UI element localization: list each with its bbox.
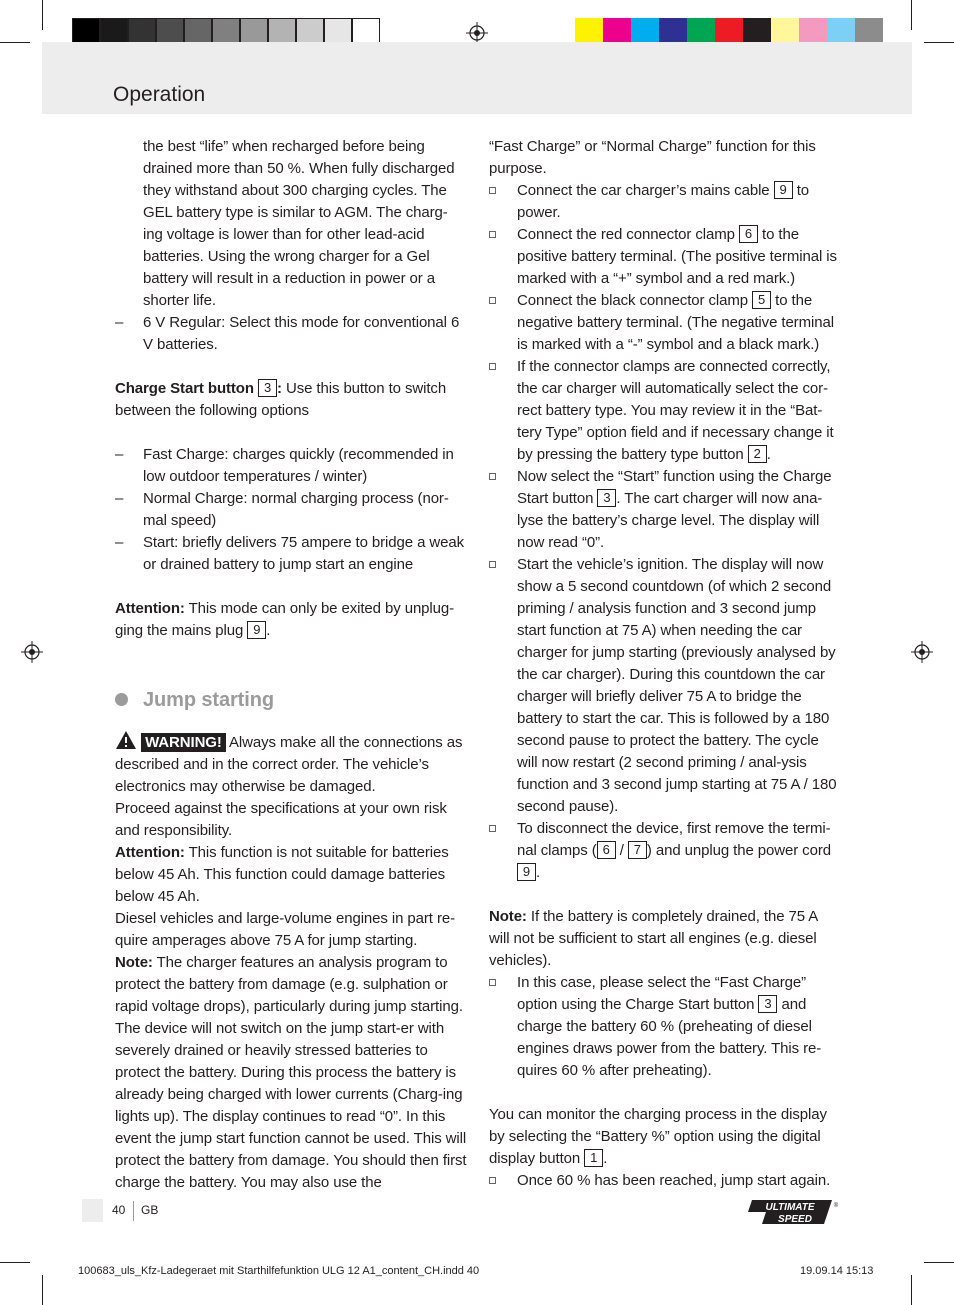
diesel-paragraph: Diesel vehicles and large-volume engines in part re-quire amperages above 75 A for jump starting.: [115, 910, 455, 949]
checkbox-bullet-icon: [489, 297, 496, 304]
footer-page-marker: [82, 1199, 103, 1222]
paragraph-gel-battery: the best “life” when recharged before being drained more than 50 %. When fully discharged they withstand about 300 charging cycles. The GEL battery type is similar to AGM. The charg-ing voltage is lower than for other lead-acid batteries. Using the wrong charger for a Gel battery will result in a reduction in power or a shorter life.: [143, 138, 455, 309]
ref-number-9: 9: [247, 621, 266, 639]
checkbox-bullet-icon: [489, 561, 496, 568]
continuation-paragraph: “Fast Charge” or “Normal Charge” function for this purpose.: [489, 138, 816, 177]
left-column: [115, 136, 467, 1194]
ref-number-6: 6: [739, 225, 758, 243]
registration-mark-icon: [21, 641, 43, 663]
ref-number-5: 5: [752, 291, 771, 309]
step-connect-mains: Connect the car charger’s mains cable 9 to power.: [489, 180, 841, 224]
note-analysis-paragraph: Note: The charger features an analysis program to protect the battery from damage (e.g. sulphation or rapid voltage drops), particularly during jump starting. The device will not switch on the jump start-er with severely drained or heavily stressed batteries to protect the battery. During this process the battery is already being charged with lower currents (Charg-ing lights up). The display continues to read “0”. In this event the jump start function cannot be used. This will protect the battery from damage. You should then first charge the battery. You may also use the: [115, 954, 467, 1191]
crop-mark: [911, 0, 912, 30]
right-column: [489, 136, 841, 1192]
ref-number-3: 3: [597, 489, 616, 507]
step-fast-charge-60: In this case, please select the “Fast Charge” option using the Charge Start button 3 and charge the battery 60 % (preheating of diesel engines draws power from the battery. This re-quires 60 % after preheating).: [489, 972, 841, 1082]
ref-number-3: 3: [758, 995, 777, 1013]
step-connect-black-clamp: Connect the black connector clamp 5 to the negative battery terminal. (The negative terminal is marked with a “-” symbol and a black mark.): [489, 290, 841, 356]
checkbox-bullet-icon: [489, 187, 496, 194]
list-item-6v-regular: – 6 V Regular: Select this mode for conventional 6 V batteries.: [115, 314, 460, 353]
crop-mark: [924, 1262, 954, 1263]
step-select-start: Now select the “Start” function using the Charge Start button 3 . The cart charger will now ana-lyse the battery’s charge level. The display will now read “0”.: [489, 466, 841, 554]
ref-number-2: 2: [748, 445, 767, 463]
ref-number-3: 3: [258, 379, 277, 397]
checkbox-bullet-icon: [489, 979, 496, 986]
attention-45ah-paragraph: Attention: This function is not suitable for batteries below 45 Ah. This function could damage batteries below 45 Ah.: [115, 844, 449, 905]
step-disconnect: To disconnect the device, first remove the termi-nal clamps ( 6 / 7 ) and unplug the power cord 9 .: [489, 818, 841, 884]
page-number: 40: [112, 1203, 126, 1217]
attention-exit-paragraph: Attention: This mode can only be exited by unplug-ging the mains plug 9 .: [115, 600, 455, 639]
note-drained-paragraph: Note: If the battery is completely drained, the 75 A will not be sufficient to start all engines (e.g. diesel vehicles).: [489, 908, 818, 969]
footer-divider: [133, 1201, 134, 1221]
ref-number-7: 7: [628, 841, 647, 859]
registration-mark-icon: [466, 22, 488, 44]
crop-mark: [42, 0, 43, 30]
ref-number-6: 6: [597, 841, 616, 859]
step-auto-select-type: If the connector clamps are connected correctly, the car charger will automatically select the cor-rect battery type. You may review it in the “Bat-tery Type” option field and if necessary change it by pressing the battery type button 2 .: [489, 356, 841, 466]
crop-mark: [924, 42, 954, 43]
section-heading-jump-starting: Jump starting: [115, 686, 467, 714]
svg-text:ULTIMATE: ULTIMATE: [765, 1202, 815, 1213]
crop-mark: [911, 1275, 912, 1305]
ultimate-speed-logo: [748, 1199, 840, 1225]
bullet-dot-icon: [115, 693, 128, 706]
file-timestamp: 19.09.14 15:13: [800, 1265, 874, 1277]
checkbox-bullet-icon: [489, 1177, 496, 1184]
warning-paragraph: WARNING! Always make all the connections as described and in the correct order. The vehicle’s electronics may otherwise be damaged.: [115, 730, 467, 798]
list-item-normal-charge: – Normal Charge: normal charging process (nor-mal speed): [115, 490, 449, 529]
svg-text:SPEED: SPEED: [778, 1214, 812, 1225]
ref-number-9: 9: [517, 863, 536, 881]
list-item-fast-charge: – Fast Charge: charges quickly (recommended in low outdoor temperatures / winter): [115, 446, 454, 485]
proceed-paragraph: Proceed against the specifications at your own risk and responsibility.: [115, 800, 447, 839]
language-code: GB: [141, 1203, 159, 1217]
checkbox-bullet-icon: [489, 231, 496, 238]
crop-mark: [0, 1262, 30, 1263]
list-item-start: – Start: briefly delivers 75 ampere to bridge a weak or drained battery to jump start an engine: [115, 534, 464, 573]
ref-number-9: 9: [774, 181, 793, 199]
warning-triangle-icon: [115, 730, 137, 750]
crop-mark: [42, 1275, 43, 1305]
svg-text:®: ®: [833, 1203, 839, 1209]
checkbox-bullet-icon: [489, 473, 496, 480]
ref-number-1: 1: [584, 1149, 603, 1167]
step-jump-start-again: Once 60 % has been reached, jump start again.: [489, 1170, 841, 1192]
step-start-ignition: Start the vehicle’s ignition. The display will now show a 5 second countdown (of which 2 second priming / analysis function and 3 second jump start function at 75 A) when needing the car charger for jump starting (previously analysed by the car charger). During this countdown the car charger will briefly deliver 75 A to bridge the battery to start the car. This is followed by a 180 second pause to protect the battery. The cycle will now restart (2 second priming / anal-ysis function and 3 second jump starting at 75 A / 180 second pause).: [489, 554, 841, 818]
registration-mark-icon: [911, 641, 933, 663]
checkbox-bullet-icon: [489, 363, 496, 370]
step-connect-red-clamp: Connect the red connector clamp 6 to the positive battery terminal. (The positive terminal is marked with a “+” symbol and a red mark.): [489, 224, 841, 290]
monitor-paragraph: You can monitor the charging process in the display by selecting the “Battery %” option using the digital display button 1 .: [489, 1106, 827, 1167]
page-title: Operation: [113, 83, 206, 106]
warning-label: WARNING!: [141, 733, 226, 752]
file-slug: 100683_uls_Kfz-Ladegeraet mit Starthilfefunktion ULG 12 A1_content_CH.indd 40: [78, 1265, 480, 1277]
charge-start-button-paragraph: Charge Start button 3 : Use this button to switch between the following options: [115, 380, 447, 419]
checkbox-bullet-icon: [489, 825, 496, 832]
crop-mark: [0, 42, 30, 43]
